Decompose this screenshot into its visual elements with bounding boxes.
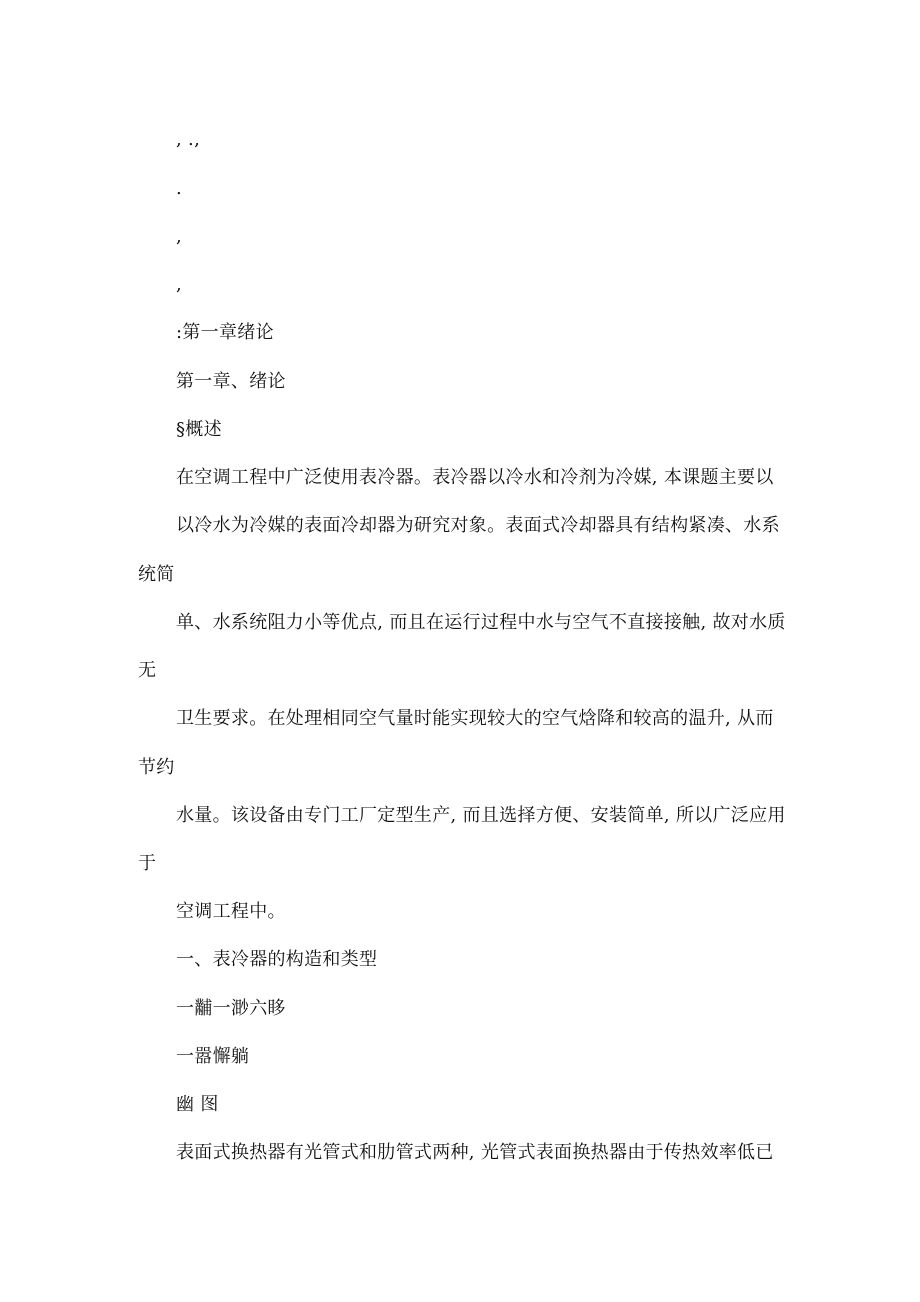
paragraph-line: 卫生要求。在处理相同空气量时能实现较大的空气焓降和较高的温升, 从而	[176, 708, 774, 729]
figure-label: 幽 图	[176, 1094, 219, 1115]
paragraph-line-wrap: 无	[138, 660, 157, 681]
paragraph-line: 水量。该设备由专门工厂定型生产, 而且选择方便、安装简单, 所以广泛应用	[176, 805, 786, 826]
chapter-label: :第一章绪论	[176, 322, 274, 343]
paragraph-line: 单、水系统阻力小等优点, 而且在运行过程中水与空气不直接接触, 故对水质	[176, 612, 786, 633]
punctuation-line-4: ,	[176, 274, 183, 295]
paragraph-line-wrap: 于	[138, 853, 157, 874]
paragraph-line: 以冷水为冷媒的表面冷却器为研究对象。表面式冷却器具有结构紧凑、水系	[176, 515, 780, 536]
garbled-text-line: 一黼一渺六眵	[176, 998, 286, 1019]
paragraph-line: 空调工程中。	[176, 901, 286, 922]
paragraph-line: 在空调工程中广泛使用表冷器。表冷器以冷水和冷剂为冷媒, 本课题主要以	[176, 467, 774, 488]
paragraph-line-wrap: 统简	[138, 564, 175, 585]
chapter-title: 第一章、绪论	[176, 371, 286, 392]
subsection-heading: 一、表冷器的构造和类型	[176, 949, 378, 970]
punctuation-line-3: ,	[176, 226, 183, 247]
section-heading: §概述	[176, 419, 222, 440]
garbled-text-line: 一嚣懈躺	[176, 1046, 250, 1067]
paragraph-line: 表面式换热器有光管式和肋管式两种, 光管式表面换热器由于传热效率低已	[176, 1142, 774, 1163]
punctuation-line-2: .	[176, 178, 183, 199]
paragraph-line-wrap: 节约	[138, 757, 175, 778]
punctuation-line-1: , .,	[176, 129, 201, 150]
